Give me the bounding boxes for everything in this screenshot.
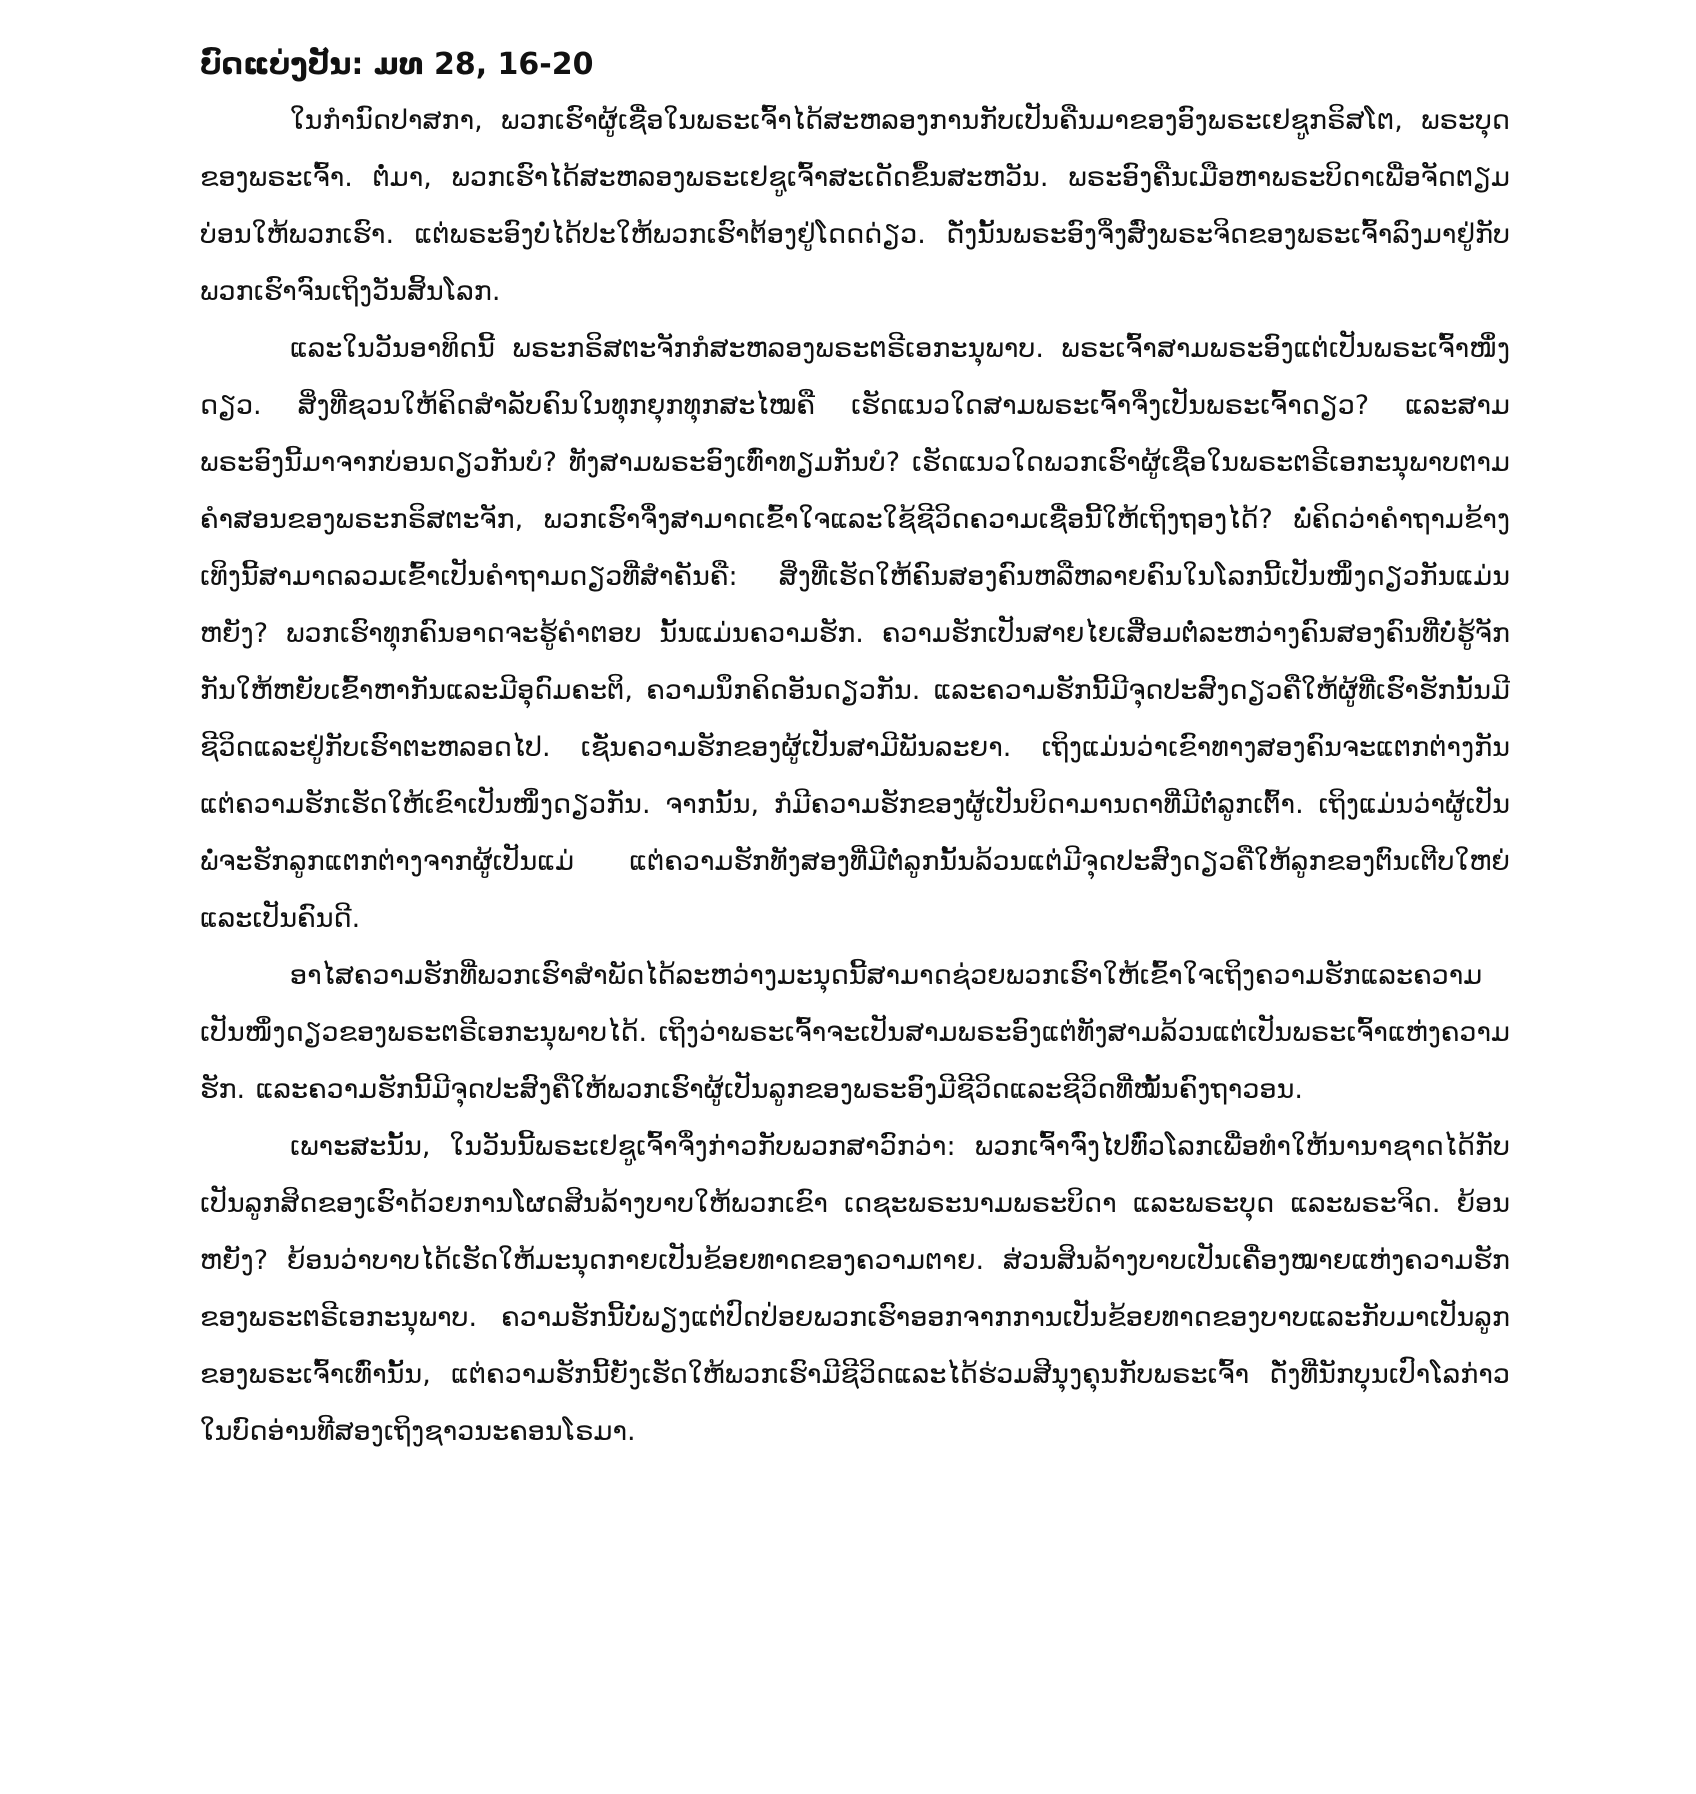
paragraph-3: ອາໄສຄວາມຮັກທີ່ພວກເຮົາສໍາພັດໄດ້ລະຫວ່າງມະນຸດນີ້ສາມາດຊ່ວຍພວກເຮົາໃຫ້ເຂົ້າໃຈເຖິງຄວາມຮັກແລະຄວາມເປັນໜຶ່ງດຽວຂອງພຣະຕຣີເອກະນຸພາບໄດ້. ເຖິງວ່າພຣະເຈົ້າຈະເປັນສາມພຣະອົງແຕ່ທັງສາມລ້ວນແຕ່ເປັນພຣະເຈົ້າແຫ່ງຄວາມຮັກ. ແລະຄວາມຮັກນີ້ມີຈຸດປະສົງຄືໃຫ້ພວກເຮົາຜູ້ເປັນລູກຂອງພຣະອົງມີຊີວິດແລະຊີວິດທີ່ໝັ້ນຄົງຖາວອນ. bbox=[200, 960, 1510, 1105]
document-page bbox=[200, 40, 1510, 1460]
document-title: ບົດແບ່ງປັນ: ມທ 28, 16-20 bbox=[200, 47, 594, 82]
paragraph-4: ເພາະສະນັ້ນ, ໃນວັນນີ້ພຣະເຢຊູເຈົ້າຈຶ່ງກ່າວກັບພວກສາວົກວ່າ: ພວກເຈົ້າຈົ່ງໄປທົ່ວໂລກເພື່ອທໍາໃຫ້ນານາຊາດໄດ້ກັບເປັນລູກສິດຂອງເຮົາດ້ວຍການໂຜດສິນລ້າງບາບໃຫ້ພວກເຂົາ ເດຊະພຣະນາມພຣະບິດາ ແລະພຣະບຸດ ແລະພຣະຈິດ. ຍ້ອນຫຍັງ? ຍ້ອນວ່າບາບໄດ້ເຮັດໃຫ້ມະນຸດກາຍເປັນຂ້ອຍທາດຂອງຄວາມຕາຍ. ສ່ວນສິນລ້າງບາບເປັນເຄື່ອງໝາຍແຫ່ງຄວາມຮັກຂອງພຣະຕຣີເອກະນຸພາບ. ຄວາມຮັກນີ້ບໍ່ພຽງແຕ່ປົດປ່ອຍພວກເຮົາອອກຈາກການເປັນຂ້ອຍທາດຂອງບາບແລະກັບມາເປັນລູກຂອງພຣະເຈົ້າເທົ່ານັ້ນ, ແຕ່ຄວາມຮັກນີ້ຍັງເຮັດໃຫ້ພວກເຮົາມີຊີວິດແລະໄດ້ຮ່ວມສີນຸງຄຸນກັບພຣະເຈົ້າ ດັ່ງທີ່ນັກບຸນເປົາໂລກ່າວໃນບົດອ່ານທີສອງເຖິງຊາວນະຄອນໂຣມາ. bbox=[200, 1131, 1510, 1447]
paragraph-1: ໃນກໍານົດປາສກາ, ພວກເຮົາຜູ້ເຊື່ອໃນພຣະເຈົ້າໄດ້ສະຫລອງການກັບເປັນຄືນມາຂອງອົງພຣະເຢຊູກຣິສໂຕ, ພຣະບຸດຂອງພຣະເຈົ້າ. ຕໍ່ມາ, ພວກເຮົາໄດ້ສະຫລອງພຣະເຢຊູເຈົ້າສະເດັດຂຶ້ນສະຫວັນ. ພຣະອົງຄືນເມືອຫາພຣະບິດາເພື່ອຈັດຕຽມບ່ອນໃຫ້ພວກເຮົາ. ແຕ່ພຣະອົງບໍ່ໄດ້ປະໃຫ້ພວກເຮົາຕ້ອງຢູ່ໂດດດ່ຽວ. ດັ່ງນັ້ນພຣະອົງຈຶ່ງສົ່ງພຣະຈິດຂອງພຣະເຈົ້າລົງມາຢູ່ກັບພວກເຮົາຈົນເຖິງວັນສິ້ນໂລກ. bbox=[200, 105, 1510, 307]
paragraph-2: ແລະໃນວັນອາທິດນີ້ ພຣະກຣິສຕະຈັກກໍສະຫລອງພຣະຕຣີເອກະນຸພາບ. ພຣະເຈົ້າສາມພຣະອົງແຕ່ເປັນພຣະເຈົ້າໜຶ່ງດຽວ. ສິ່ງທີ່ຊວນໃຫ້ຄິດສໍາລັບຄົນໃນທຸກຍຸກທຸກສະໄໝຄື ເຮັດແນວໃດສາມພຣະເຈົ້າຈຶ່ງເປັນພຣະເຈົ້າດຽວ? ແລະສາມພຣະອົງນີ້ມາຈາກບ່ອນດຽວກັນບໍ? ທັງສາມພຣະອົງເທົ່າທຽມກັນບໍ? ເຮັດແນວໃດພວກເຮົາຜູ້ເຊື່ອໃນພຣະຕຣີເອກະນຸພາບຕາມຄໍາສອນຂອງພຣະກຣິສຕະຈັກ, ພວກເຮົາຈຶ່ງສາມາດເຂົ້າໃຈແລະໃຊ້ຊີວິດຄວາມເຊື່ອນີ້ໃຫ້ເຖິງຖອງໄດ້? ພໍ່ຄິດວ່າຄໍາຖາມຂ້າງເທິງນີ້ສາມາດລວມເຂົ້າເປັນຄໍາຖາມດຽວທີ່ສໍາຄັນຄື: ສິ່ງທີ່ເຮັດໃຫ້ຄົນສອງຄົນຫລືຫລາຍຄົນໃນໂລກນີ້ເປັນໜຶ່ງດຽວກັນແມ່ນຫຍັງ? ພວກເຮົາທຸກຄົນອາດຈະຮູ້ຄໍາຕອບ ນັ້ນແມ່ນຄວາມຮັກ. ຄວາມຮັກເປັນສາຍໄຍເສື່ອມຕໍ່ລະຫວ່າງຄົນສອງຄົນທີ່ບໍ່ຮູ້ຈັກກັນໃຫ້ຫຍັບເຂົ້າຫາກັນແລະມີອຸດົມຄະຕິ, ຄວາມນຶກຄິດອັນດຽວກັນ. ແລະຄວາມຮັກນີ້ມີຈຸດປະສົງດຽວຄືໃຫ້ຜູ້ທີ່ເຮົາຮັກນັ້ນມີຊີວິດແລະຢູ່ກັບເຮົາຕະຫລອດໄປ. ເຊັ່ນຄວາມຮັກຂອງຜູ້ເປັນສາມີພັນລະຍາ. ເຖິງແມ່ນວ່າເຂົາທາງສອງຄົນຈະແຕກຕ່າງກັນ ແຕ່ຄວາມຮັກເຮັດໃຫ້ເຂົາເປັນໜຶ່ງດຽວກັນ. ຈາກນັ້ນ, ກໍມີຄວາມຮັກຂອງຜູ້ເປັນບິດາມານດາທີ່ມີຕໍ່ລູກເຕົ້າ. ເຖິງແມ່ນວ່າຜູ້ເປັນພໍ່ຈະຮັກລູກແຕກຕ່າງຈາກຜູ້ເປັນແມ່ ແຕ່ຄວາມຮັກທັງສອງທີ່ມີຕໍ່ລູກນັ້ນລ້ວນແຕ່ມີຈຸດປະສົງດຽວຄືໃຫ້ລູກຂອງຕົນເຕີບໃຫຍ່ແລະເປັນຄົນດີ. bbox=[200, 333, 1510, 934]
